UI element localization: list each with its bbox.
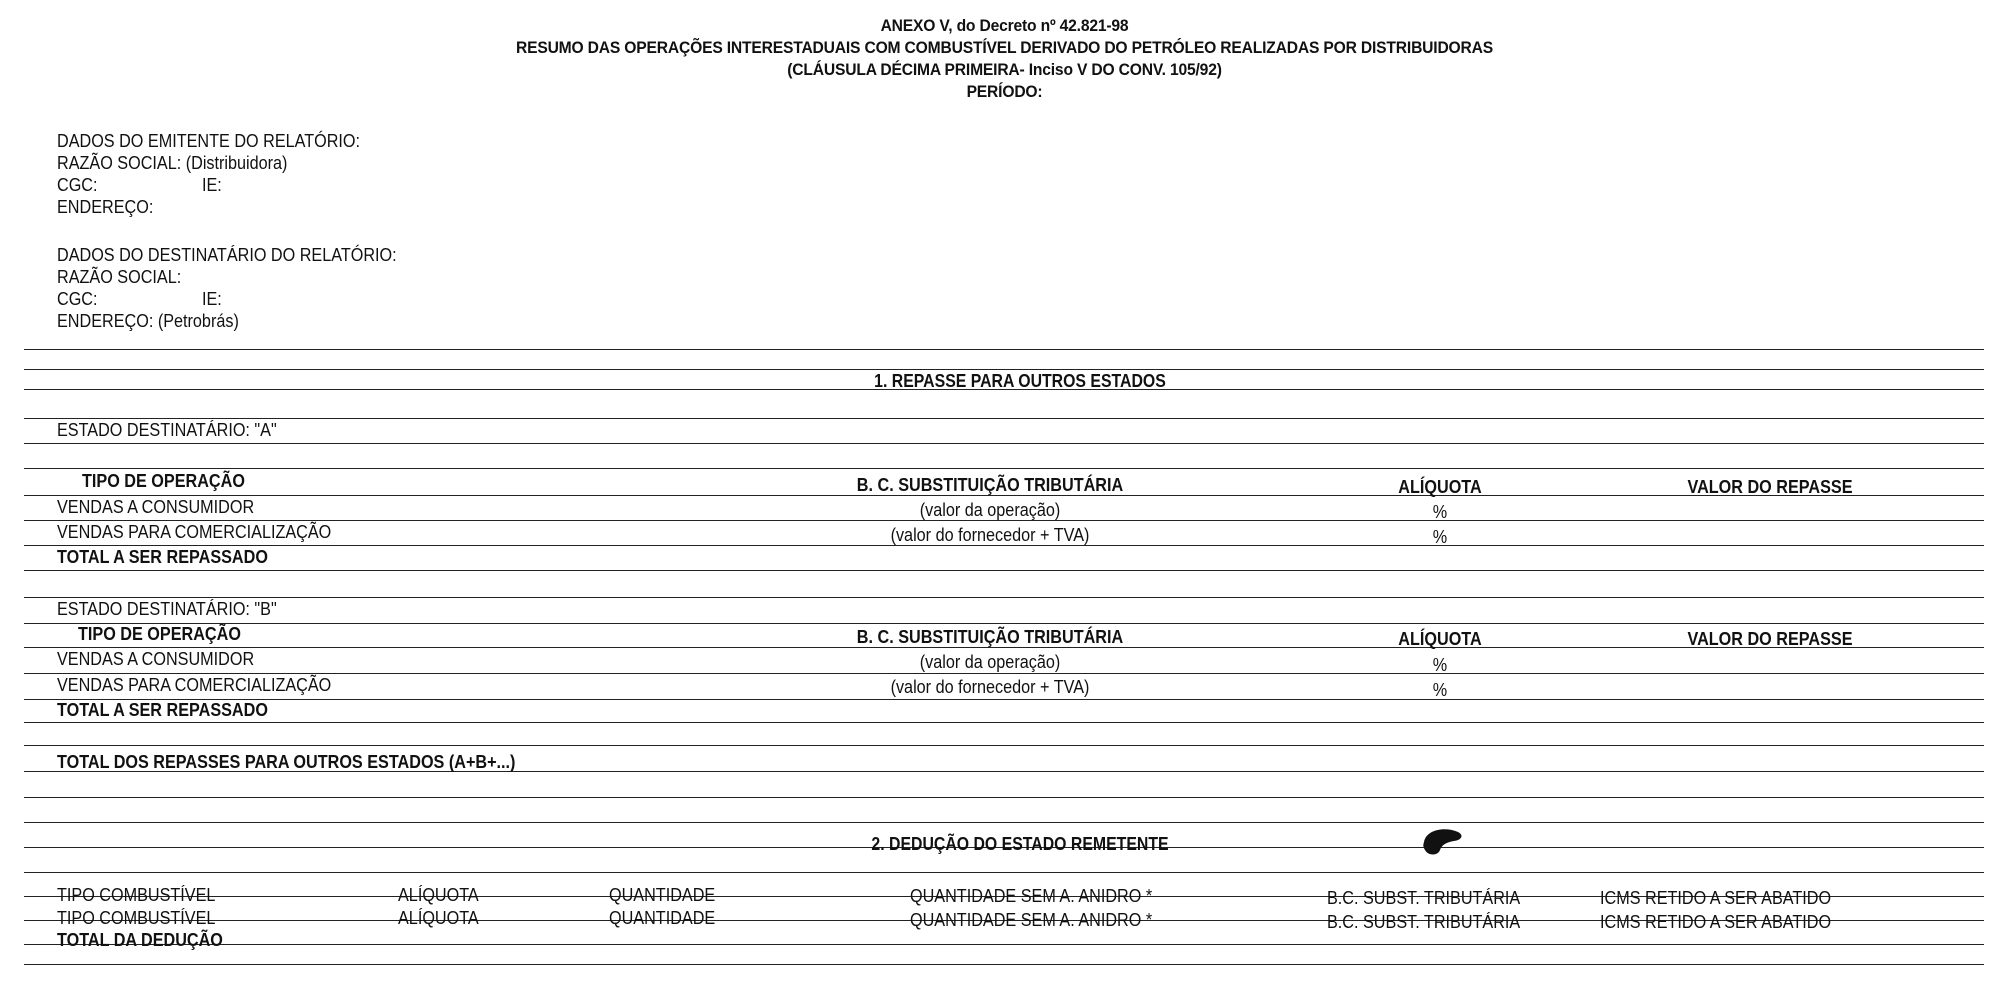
section1-title: 1. REPASSE PARA OUTROS ESTADOS <box>874 371 1166 391</box>
col-valor-repasse-a: VALOR DO REPASSE <box>1687 477 1853 497</box>
col-aliquota-s2-1: ALÍQUOTA <box>398 885 479 905</box>
rule <box>24 443 1984 444</box>
aliquota-percent-a2: % <box>1432 527 1448 547</box>
rule <box>24 872 1984 873</box>
col-tipo-operacao-b: TIPO DE OPERAÇÃO <box>78 624 241 644</box>
col-bc-subst-tributaria-1: B.C. SUBST. TRIBUTÁRIA <box>1327 888 1521 908</box>
col-tipo-operacao-a: TIPO DE OPERAÇÃO <box>82 471 245 491</box>
destinatario-endereco: ENDEREÇO: (Petrobrás) <box>57 311 239 331</box>
col-quantidade-2: QUANTIDADE <box>609 908 716 928</box>
rule <box>24 822 1984 823</box>
rule <box>24 964 1984 965</box>
col-aliquota-s2-2: ALÍQUOTA <box>398 908 479 928</box>
col-tipo-combustivel-1: TIPO COMBUSTÍVEL <box>57 885 216 905</box>
bc-valor-operacao-b: (valor da operação) <box>919 652 1061 672</box>
rule <box>24 369 1984 370</box>
total-repassado-b: TOTAL A SER REPASSADO <box>57 700 268 720</box>
col-quantidade-1: QUANTIDADE <box>609 885 716 905</box>
total-deducao: TOTAL DA DEDUÇÃO <box>57 930 223 950</box>
bc-valor-fornecedor-b: (valor do fornecedor + TVA) <box>890 677 1090 697</box>
document-title: ANEXO V, do Decreto nº 42.821-98 <box>880 16 1129 35</box>
destinatario-ie: IE: <box>202 289 222 309</box>
destinatario-cgc: CGC: <box>57 289 98 309</box>
document-clause: (CLÁUSULA DÉCIMA PRIMEIRA- Inciso V DO CONV. 105/92) <box>787 60 1222 79</box>
emitente-endereco: ENDEREÇO: <box>57 197 154 217</box>
aliquota-percent-b1: % <box>1432 655 1448 675</box>
bc-valor-operacao-a: (valor da operação) <box>919 500 1061 520</box>
col-quantidade-sem-anidro-2: QUANTIDADE SEM A. ANIDRO * <box>910 910 1153 930</box>
estado-b-label: ESTADO DESTINATÁRIO: "B" <box>57 599 277 619</box>
rule <box>24 418 1984 419</box>
total-repasses-outros-estados: TOTAL DOS REPASSES PARA OUTROS ESTADOS (A+B+...) <box>57 752 516 772</box>
destinatario-razao-social: RAZÃO SOCIAL: <box>57 267 182 287</box>
section2-title: 2. DEDUÇÃO DO ESTADO REMETENTE <box>871 834 1169 854</box>
rule <box>24 623 1984 624</box>
col-icms-retido-1: ICMS RETIDO A SER ABATIDO <box>1600 888 1832 908</box>
col-aliquota-b: ALÍQUOTA <box>1398 629 1482 649</box>
emitente-razao-social: RAZÃO SOCIAL: (Distribuidora) <box>57 153 288 173</box>
emitente-cgc: CGC: <box>57 175 98 195</box>
rule <box>24 722 1984 723</box>
rule <box>24 745 1984 746</box>
destinatario-title: DADOS DO DESTINATÁRIO DO RELATÓRIO: <box>57 245 397 265</box>
col-tipo-combustivel-2: TIPO COMBUSTÍVEL <box>57 908 216 928</box>
rule <box>24 349 1984 350</box>
col-bc-substituicao-b: B. C. SUBSTITUIÇÃO TRIBUTÁRIA <box>856 627 1124 647</box>
emitente-title: DADOS DO EMITENTE DO RELATÓRIO: <box>57 131 361 151</box>
col-quantidade-sem-anidro-1: QUANTIDADE SEM A. ANIDRO * <box>910 886 1153 906</box>
col-valor-repasse-b: VALOR DO REPASSE <box>1687 629 1853 649</box>
col-aliquota-a: ALÍQUOTA <box>1398 477 1482 497</box>
col-icms-retido-2: ICMS RETIDO A SER ABATIDO <box>1600 912 1832 932</box>
col-bc-subst-tributaria-2: B.C. SUBST. TRIBUTÁRIA <box>1327 912 1521 932</box>
bc-valor-fornecedor-a: (valor do fornecedor + TVA) <box>890 525 1090 545</box>
rule <box>24 673 1984 674</box>
rule <box>24 797 1984 798</box>
row-vendas-comercializacao-a: VENDAS PARA COMERCIALIZAÇÃO <box>57 522 332 542</box>
rule <box>24 468 1984 469</box>
rule <box>24 944 1984 945</box>
rule <box>24 570 1984 571</box>
estado-a-label: ESTADO DESTINATÁRIO: "A" <box>57 420 277 440</box>
aliquota-percent-b2: % <box>1432 680 1448 700</box>
row-vendas-consumidor-a: VENDAS A CONSUMIDOR <box>57 497 255 517</box>
aliquota-percent-a1: % <box>1432 502 1448 522</box>
rule <box>24 699 1984 700</box>
row-vendas-consumidor-b: VENDAS A CONSUMIDOR <box>57 649 255 669</box>
document-period: PERÍODO: <box>966 82 1043 101</box>
total-repassado-a: TOTAL A SER REPASSADO <box>57 547 268 567</box>
row-vendas-comercializacao-b: VENDAS PARA COMERCIALIZAÇÃO <box>57 675 332 695</box>
document-subtitle: RESUMO DAS OPERAÇÕES INTERESTADUAIS COM COMBUSTÍVEL DERIVADO DO PETRÓLEO REALIZADAS POR DISTRIBUIDORAS <box>515 38 1494 57</box>
emitente-ie: IE: <box>202 175 222 195</box>
rule <box>24 597 1984 598</box>
ink-blot-mark <box>1418 824 1468 860</box>
col-bc-substituicao-a: B. C. SUBSTITUIÇÃO TRIBUTÁRIA <box>856 475 1124 495</box>
